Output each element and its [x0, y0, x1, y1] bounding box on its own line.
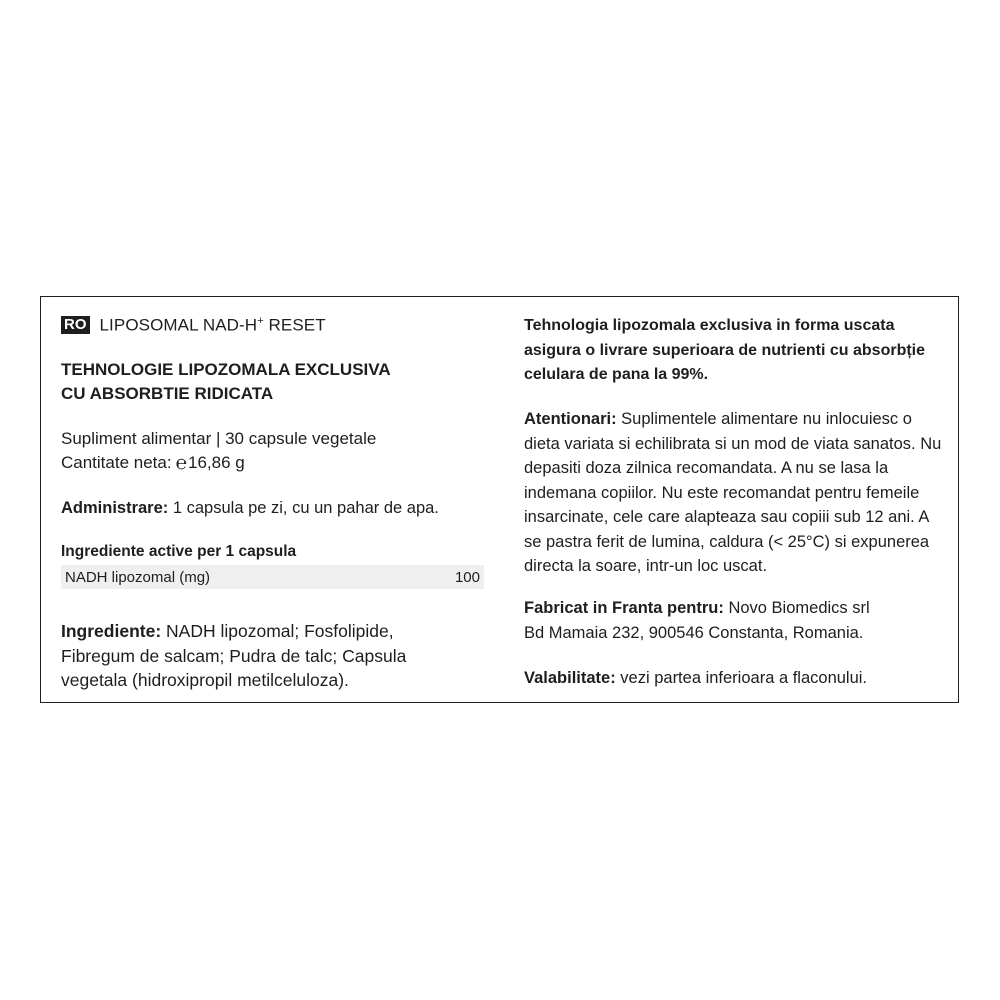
active-ingredient-name: NADH lipozomal (mg) [65, 568, 211, 586]
technology-intro: Tehnologia lipozomala exclusiva in forma uscata asigura o livrare superioara de nutrienti cu absorbție celulara de pana la 99%. [524, 317, 926, 383]
ingredients [61, 619, 471, 693]
ingredients-text: NADH lipozomal; Fosfolipide, Fibregum de salcam; Pudra de talc; Capsula vegetala (hidroxipropil metilceluloza). [61, 621, 407, 690]
title-row [61, 316, 326, 334]
estimated-sign-icon: ℮ [175, 453, 187, 474]
net-quantity [61, 451, 376, 476]
headline-line-1: TEHNOLOGIE LIPOZOMALA EXCLUSIVA [61, 360, 391, 379]
language-badge: RO [61, 316, 90, 334]
ingredients-label: Ingrediente: [61, 621, 162, 641]
validity-text: vezi partea inferioara a flaconului. [615, 669, 868, 687]
warnings [524, 407, 949, 579]
administration [61, 496, 439, 521]
manufacturer-label: Fabricat in Franta pentru: [524, 599, 724, 617]
product-name-superscript: + [257, 314, 264, 327]
net-quantity-label: Cantitate neta: [61, 453, 172, 472]
warnings-label: Atentionari: [524, 410, 617, 428]
headline-line-2: CU ABSORBTIE RIDICATA [61, 384, 274, 403]
product-name: LIPOSOMAL NAD-H+ RESET [99, 314, 326, 335]
product-label [40, 296, 959, 703]
net-quantity-value: 16,86 g [187, 453, 245, 472]
manufacturer-address: Bd Mamaia 232, 900546 Constanta, Romania. [524, 623, 864, 642]
validity [524, 666, 949, 691]
manufacturer [524, 596, 949, 645]
active-ingredients-row [61, 565, 484, 589]
product-spec [61, 427, 376, 476]
manufacturer-line [524, 596, 949, 621]
manufacturer-name: Novo Biomedics srl [723, 599, 870, 617]
warnings-text: Suplimentele alimentare nu inlocuiesc o dieta variata si echilibrata si un mod de viata sanatos. Nu depasiti doza zilnica recomandata. A nu se lasa la indemana copiilor. Nu este recomandat pentru femeile insarcinate, cele care alapteaza sau copiii sub 12 ani. A se pastra ferit de lumina, caldura (< 25°C) si expunerea directa la soare, intr-un loc uscat. [524, 410, 942, 575]
headline [61, 358, 481, 406]
active-ingredients-title: Ingrediente active per 1 capsula [61, 543, 297, 560]
spec-line-1: Supliment alimentar | 30 capsule vegetale [61, 429, 377, 448]
administration-text: 1 capsula pe zi, cu un pahar de apa. [168, 499, 439, 517]
active-ingredient-value: 100 [454, 568, 480, 586]
administration-label: Administrare: [61, 499, 169, 517]
validity-label: Valabilitate: [524, 669, 616, 687]
